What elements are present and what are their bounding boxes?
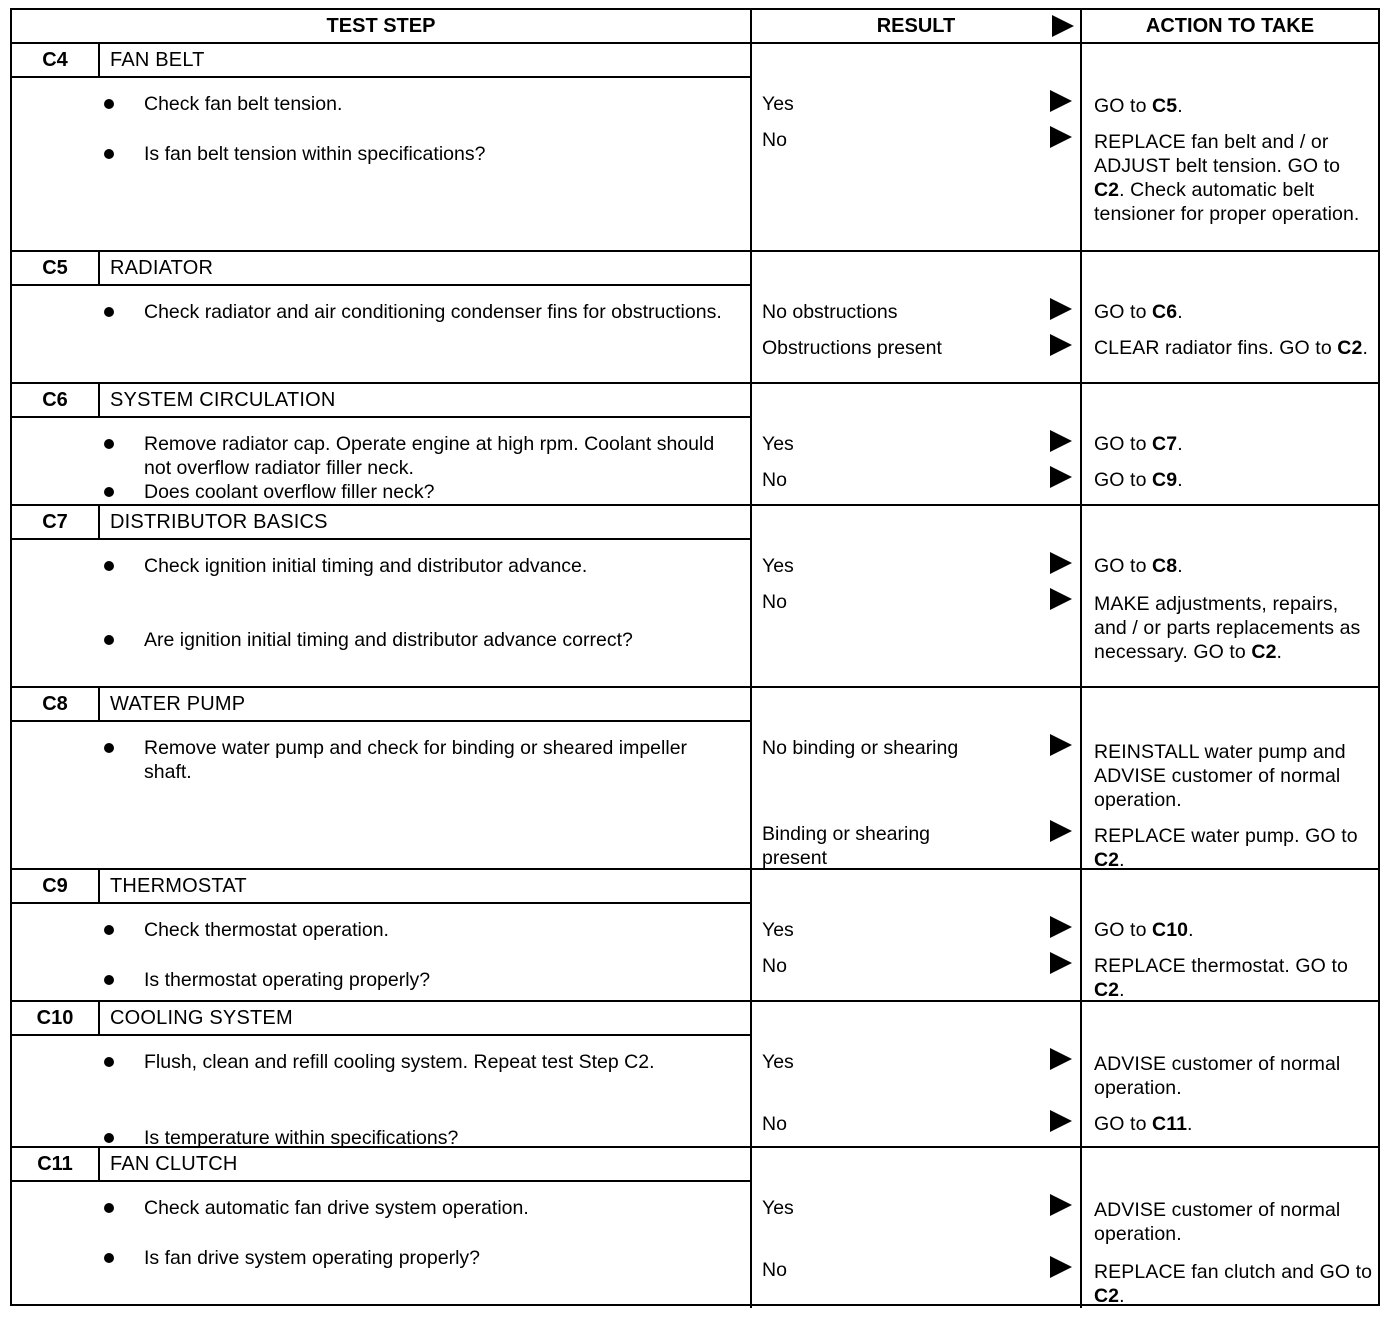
result-cell <box>752 252 1082 382</box>
step-title: FAN BELT <box>110 48 205 71</box>
action-cell <box>1082 44 1378 250</box>
bullet-text: Flush, clean and refill cooling system. Repeat test Step C2. <box>144 1051 655 1073</box>
arrow-right-icon <box>1050 820 1072 842</box>
test-step-cell <box>12 870 752 1000</box>
bullet-icon <box>104 487 114 497</box>
step-bullet <box>104 736 734 784</box>
step-header <box>12 384 752 418</box>
result-cell <box>752 506 1082 686</box>
result-text: Yes <box>762 1051 794 1073</box>
step-reference: C2 <box>1337 337 1363 359</box>
action-text: REPLACE thermostat. GO to C2. <box>1094 955 1348 1001</box>
step-bullet <box>104 554 734 578</box>
action-text: REPLACE fan belt and / or ADJUST belt tension. GO to C2. Check automatic belt tensioner for proper operation. <box>1094 131 1360 225</box>
result-text: Yes <box>762 555 794 577</box>
arrow-right-icon <box>1050 734 1072 756</box>
step-bullet <box>104 1196 734 1220</box>
arrow-right-icon <box>1050 1194 1072 1216</box>
action-text: GO to C6. <box>1094 301 1183 323</box>
step-section-c10 <box>12 1002 1378 1148</box>
action-cell <box>1082 252 1378 382</box>
bullet-text: Remove water pump and check for binding or sheared impeller shaft. <box>144 737 688 783</box>
result-text: Yes <box>762 433 794 455</box>
step-section-c7 <box>12 506 1378 688</box>
step-reference: C8 <box>1152 555 1178 577</box>
step-title: RADIATOR <box>110 256 214 279</box>
arrow-right-icon <box>1050 126 1072 148</box>
result-text: No <box>762 1259 787 1281</box>
action-text: GO to C10. <box>1094 919 1194 941</box>
step-bullet <box>104 1050 734 1074</box>
step-code: C10 <box>12 1002 100 1034</box>
step-bullet <box>104 300 734 324</box>
arrow-right-icon <box>1050 952 1072 974</box>
step-bullet <box>104 1126 734 1150</box>
result-text: No <box>762 129 787 151</box>
header-action: ACTION TO TAKE <box>1082 10 1378 44</box>
bullet-text: Does coolant overflow filler neck? <box>144 481 435 503</box>
step-bullet <box>104 1246 734 1270</box>
step-header <box>12 688 752 722</box>
action-text: CLEAR radiator fins. GO to C2. <box>1094 337 1368 359</box>
step-bullet <box>104 432 734 480</box>
step-header <box>12 1002 752 1036</box>
bullet-text: Is fan belt tension within specifications? <box>144 143 486 165</box>
bullet-icon <box>104 1203 114 1213</box>
step-reference: C2 <box>1094 1285 1120 1307</box>
test-step-cell <box>12 384 752 504</box>
result-text: No <box>762 955 787 977</box>
arrow-right-icon <box>1050 466 1072 488</box>
action-cell <box>1082 870 1378 1000</box>
action-cell <box>1082 1148 1378 1308</box>
result-text: Obstructions present <box>762 337 942 359</box>
header-test-step: TEST STEP <box>12 10 752 44</box>
step-section-c11 <box>12 1148 1378 1308</box>
bullet-text: Are ignition initial timing and distributor advance correct? <box>144 629 633 651</box>
action-cell <box>1082 688 1378 871</box>
result-cell <box>752 1148 1082 1308</box>
bullet-icon <box>104 149 114 159</box>
arrow-right-icon <box>1050 1048 1072 1070</box>
result-text: Yes <box>762 919 794 941</box>
arrow-right-icon <box>1050 588 1072 610</box>
test-step-cell <box>12 44 752 250</box>
step-bullet <box>104 142 734 166</box>
arrow-right-icon <box>1050 90 1072 112</box>
arrow-right-icon <box>1050 916 1072 938</box>
bullet-text: Check radiator and air conditioning condenser fins for obstructions. <box>144 301 722 323</box>
step-title: SYSTEM CIRCULATION <box>110 388 336 411</box>
header-result-label: RESULT <box>876 14 956 37</box>
action-text: GO to C8. <box>1094 555 1183 577</box>
step-code: C5 <box>12 252 100 284</box>
step-title: THERMOSTAT <box>110 874 247 897</box>
bullet-text: Is temperature within specifications? <box>144 1127 459 1149</box>
result-text: No obstructions <box>762 301 898 323</box>
step-reference: C7 <box>1152 433 1178 455</box>
action-cell <box>1082 506 1378 686</box>
action-text: GO to C9. <box>1094 469 1183 491</box>
result-cell <box>752 870 1082 1000</box>
bullet-icon <box>104 1253 114 1263</box>
bullet-text: Check automatic fan drive system operation. <box>144 1197 529 1219</box>
step-title: WATER PUMP <box>110 692 246 715</box>
bullet-text: Remove radiator cap. Operate engine at high rpm. Coolant should not overflow radiator filler neck. <box>144 433 715 479</box>
diagnostic-table <box>10 8 1380 1306</box>
step-header <box>12 870 752 904</box>
step-code: C6 <box>12 384 100 416</box>
result-text: Binding or shearing present <box>762 823 931 869</box>
step-bullet <box>104 480 734 504</box>
bullet-icon <box>104 635 114 645</box>
step-reference: C9 <box>1152 469 1178 491</box>
step-code: C7 <box>12 506 100 538</box>
action-text: REPLACE water pump. GO to C2. <box>1094 825 1358 871</box>
arrow-right-icon <box>1050 298 1072 320</box>
step-code: C8 <box>12 688 100 720</box>
action-text: REINSTALL water pump and ADVISE customer of normal operation. <box>1094 741 1346 811</box>
step-header <box>12 1148 752 1182</box>
step-title: COOLING SYSTEM <box>110 1006 293 1029</box>
arrow-right-icon <box>1050 334 1072 356</box>
step-reference: C2 <box>1251 641 1277 663</box>
result-text: No <box>762 1113 787 1135</box>
bullet-text: Check thermostat operation. <box>144 919 389 941</box>
action-text: REPLACE fan clutch and GO to C2. <box>1094 1261 1373 1307</box>
step-reference: C6 <box>1152 301 1178 323</box>
step-section-c8 <box>12 688 1378 870</box>
step-section-c4 <box>12 44 1378 252</box>
bullet-text: Is thermostat operating properly? <box>144 969 431 991</box>
arrow-right-icon <box>1050 1256 1072 1278</box>
bullet-icon <box>104 1057 114 1067</box>
result-text: Yes <box>762 93 794 115</box>
step-section-c5 <box>12 252 1378 384</box>
test-step-cell <box>12 1148 752 1308</box>
step-title: DISTRIBUTOR BASICS <box>110 510 328 533</box>
step-reference: C2 <box>1094 849 1120 871</box>
result-cell <box>752 1002 1082 1146</box>
arrow-right-icon <box>1050 552 1072 574</box>
result-text: Yes <box>762 1197 794 1219</box>
step-section-c6 <box>12 384 1378 506</box>
test-step-cell <box>12 506 752 686</box>
result-cell <box>752 688 1082 868</box>
action-text: GO to C11. <box>1094 1113 1193 1135</box>
arrow-right-icon <box>1052 15 1074 37</box>
arrow-right-icon <box>1050 1110 1072 1132</box>
step-code: C11 <box>12 1148 100 1180</box>
step-section-c9 <box>12 870 1378 1002</box>
bullet-text: Is fan drive system operating properly? <box>144 1247 480 1269</box>
result-text: No binding or shearing <box>762 737 959 759</box>
bullet-icon <box>104 307 114 317</box>
step-reference: C11 <box>1152 1113 1188 1135</box>
action-text: ADVISE customer of normal operation. <box>1094 1199 1341 1245</box>
step-bullet <box>104 918 734 942</box>
step-bullet <box>104 92 734 116</box>
step-header <box>12 44 752 78</box>
bullet-icon <box>104 99 114 109</box>
bullet-icon <box>104 439 114 449</box>
result-cell <box>752 44 1082 250</box>
bullet-text: Check ignition initial timing and distributor advance. <box>144 555 588 577</box>
action-cell <box>1082 1002 1378 1146</box>
step-reference: C2 <box>1094 979 1120 1001</box>
action-text: GO to C7. <box>1094 433 1183 455</box>
test-step-cell <box>12 688 752 868</box>
action-text: MAKE adjustments, repairs, and / or parts replacements as necessary. GO to C2. <box>1094 593 1361 663</box>
step-reference: C10 <box>1152 919 1189 941</box>
header-result <box>752 10 1082 44</box>
result-cell <box>752 384 1082 504</box>
step-bullet <box>104 628 734 652</box>
step-code: C9 <box>12 870 100 902</box>
result-text: No <box>762 469 787 491</box>
action-cell <box>1082 384 1378 504</box>
bullet-icon <box>104 561 114 571</box>
step-reference: C2 <box>1094 179 1120 201</box>
step-code: C4 <box>12 44 100 76</box>
bullet-icon <box>104 743 114 753</box>
step-reference: C5 <box>1152 95 1178 117</box>
action-text: GO to C5. <box>1094 95 1183 117</box>
bullet-icon <box>104 1133 114 1143</box>
test-step-cell <box>12 252 752 382</box>
arrow-right-icon <box>1050 430 1072 452</box>
result-text: No <box>762 591 787 613</box>
step-header <box>12 506 752 540</box>
action-text: ADVISE customer of normal operation. <box>1094 1053 1341 1099</box>
bullet-icon <box>104 925 114 935</box>
bullet-icon <box>104 975 114 985</box>
step-bullet <box>104 968 734 992</box>
step-header <box>12 252 752 286</box>
test-step-cell <box>12 1002 752 1149</box>
bullet-text: Check fan belt tension. <box>144 93 343 115</box>
step-title: FAN CLUTCH <box>110 1152 238 1175</box>
